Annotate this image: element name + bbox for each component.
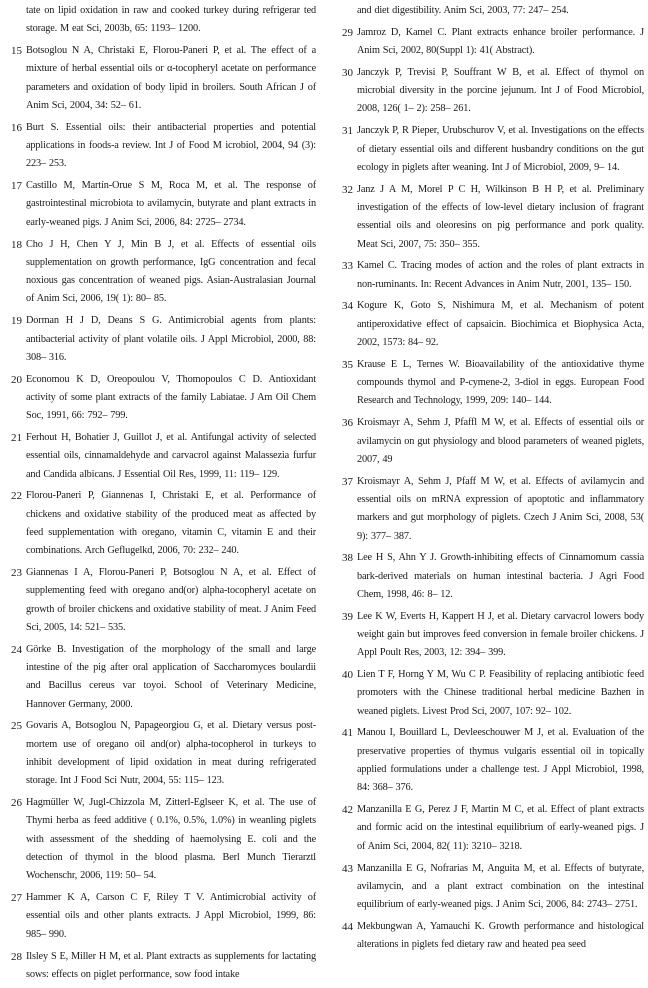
- reference-text: Lien T F, Horng Y M, Wu C P. Feasibility of replacing antibiotic feed promoters with the Chinese traditional herbal medicine Bazhen in weaned piglets. Livest Prod Sci, 2007, 107: 92– 102.: [357, 669, 644, 717]
- reference-number: 17: [11, 180, 22, 193]
- reference-entry: [4, 889, 316, 944]
- reference-continuation: tate on lipid oxidation in raw and cooked turkey during refrigerar ted storage. M eat Sci, 2003b, 65: 1193– 1200.: [26, 5, 316, 35]
- reference-text: Manzanilla E G, Nofrarias M, Anguita M, et al. Effects of butyrate, avilamycin, and a plant extract combination on the intestinal equilibrium of early-weaned pigs. J Anim Sci, 2006, 84: 2743– 2751.: [357, 862, 644, 911]
- reference-column-left: [4, 2, 316, 988]
- reference-number: 23: [11, 567, 22, 580]
- reference-number: 35: [342, 358, 353, 371]
- reference-entry: [335, 257, 644, 294]
- reference-text: Janz J A M, Morel P C H, Wilkinson B H P, et al. Preliminary investigation of the effects of low-level dietary inclusion of fragrant essential oils and oleoresins on pig performance and pork quality. Meat Sci, 2007, 75: 350– 355.: [357, 183, 644, 250]
- reference-number: 31: [342, 125, 353, 138]
- reference-column-right: [335, 2, 644, 958]
- reference-text: Lee H S, Ahn Y J. Growth-inhibiting effects of Cinnamomum cassia bark-derived materials on human intestinal bacteria. J Agri Food Chem, 1998, 46: 8– 12.: [357, 552, 644, 600]
- reference-entry: [4, 177, 316, 232]
- reference-number: 25: [11, 720, 22, 733]
- reference-entry: [335, 473, 644, 546]
- reference-number: 33: [342, 260, 353, 273]
- reference-entry: [335, 801, 644, 856]
- reference-number: 38: [342, 552, 353, 565]
- reference-text: Görke B. Investigation of the morphology of the small and large intestine of the pig after oral application of Saccharomyces boulardii and Bacillus cereus var toyoi. School of Veterinary Medicine, Hannover Germany, 2000.: [26, 643, 316, 710]
- reference-text: Manzanilla E G, Perez J F, Martin M C, et al. Effect of plant extracts and formic acid on the intestinal equilibrium of early-weaned pigs. J of Anim Sci, 2004, 82( 11): 3210– 3218.: [357, 804, 644, 852]
- reference-entry: [4, 429, 316, 484]
- reference-number: 20: [11, 373, 22, 386]
- reference-entry: [335, 860, 644, 915]
- reference-text: Dorman H J D, Deans S G. Antimicrobial agents from plants: antibacterial activity of plant volatile oils. J Appl Microbiol, 2000, 88: 308– 316.: [26, 315, 316, 363]
- reference-text: Kroismayr A, Sehm J, Pfaff M W, et al. Effects of avilamycin and essential oils on mRNA expression of apoptotic and inflammatory markers and gut morphology of piglets. Czech J Anim Sci, 2008, 53( 9): 377– 387.: [357, 475, 644, 542]
- reference-entry: [4, 794, 316, 885]
- reference-entry: [335, 64, 644, 119]
- reference-entry: [335, 122, 644, 177]
- reference-number: 19: [11, 315, 22, 328]
- reference-number: 42: [342, 804, 353, 817]
- reference-number: 26: [11, 797, 22, 810]
- reference-number: 32: [342, 183, 353, 196]
- reference-entry: [335, 549, 644, 604]
- reference-entry: [4, 487, 316, 560]
- reference-number: 21: [11, 432, 22, 445]
- reference-entry: [4, 641, 316, 714]
- reference-text: Castillo M, Martín-Orue S M, Roca M, et al. The response of gastrointestinal microbiota to avilamycin, butyrate and plant extracts in early-weaned pigs. J Anim Sci, 2006, 84: 2725– 2734.: [26, 180, 316, 228]
- reference-number: 22: [11, 490, 22, 503]
- reference-entry: [335, 666, 644, 721]
- reference-text: Economou K D, Oreopoulou V, Thomopoulos C D. Antioxidant activity of some plant extracts of the family Labiatae. J Am Oil Chem Soc, 1991, 66: 792– 799.: [26, 373, 316, 422]
- reference-number: 37: [342, 475, 353, 488]
- reference-number: 36: [342, 417, 353, 430]
- reference-entry: [4, 371, 316, 426]
- reference-entry: [335, 24, 644, 61]
- reference-text: Manou I, Bouillard L, Devleeschouwer M J, et al. Evaluation of the preservative properties of thymus vulgaris essential oil in topically applied formulations under a challenge test. J Appl Microbiol, 1998, 84: 368– 376.: [357, 727, 644, 794]
- reference-number: 30: [342, 66, 353, 79]
- reference-text: Janczyk P, R Pieper, Urubschurov V, et al. Investigations on the effects of dietary essential oils and different husbandry conditions on the gut ecology in piglets after weaning. Int J of Microbiol, 2009, 9– 14.: [357, 125, 644, 173]
- reference-entry: [4, 119, 316, 174]
- reference-entry: [335, 181, 644, 254]
- reference-entry: [335, 297, 644, 352]
- reference-text: Burt S. Essential oils: their antibacterial properties and potential applications in foods-a review. Int J of Food M icrobiol, 2004, 94 (3): 223– 253.: [26, 121, 316, 170]
- reference-number: 28: [11, 950, 22, 963]
- reference-text: Lee K W, Everts H, Kappert H J, et al. Dietary carvacrol lowers body weight gain but improves feed conversion in female broiler chickens. J Appl Poult Res, 2003, 12: 394– 399.: [357, 610, 644, 659]
- reference-number: 27: [11, 892, 22, 905]
- reference-number: 16: [11, 121, 22, 134]
- reference-text: Krause E L, Ternes W. Bioavailability of the antioxidative thyme compounds thymol and P-cymene-2, 3-diol in eggs. European Food Research and Technology, 1999, 209: 140– 144.: [357, 358, 644, 407]
- reference-number: 29: [342, 26, 353, 39]
- reference-text: Ilsley S E, Miller H M, et al. Plant extracts as supplements for lactating sows: effects on piglet performance, sow food intake: [26, 950, 316, 980]
- reference-number: 44: [342, 920, 353, 933]
- reference-text: Cho J H, Chen Y J, Min B J, et al. Effects of essential oils supplementation on growth performance, IgG concentration and fecal noxious gas concentration of weaned pigs. Asian-Australasian Journal of Anim Sci, 2006, 19( 1): 80– 85.: [26, 238, 316, 305]
- reference-number: 18: [11, 238, 22, 251]
- reference-number: 39: [342, 610, 353, 623]
- reference-text: Janczyk P, Trevisi P, Souffrant W B, et al. Effect of thymol on microbial diversity in the porcine jejunum. Int J of Food Microbiol, 2008, 126( 1– 2): 258– 261.: [357, 66, 644, 115]
- reference-entry: [4, 42, 316, 115]
- reference-entry: [335, 414, 644, 469]
- reference-entry: [4, 717, 316, 790]
- reference-text: Mekbungwan A, Yamauchi K. Growth performance and histological alterations in piglets fed dietary raw and heated pea seed: [357, 920, 644, 951]
- reference-text: Botsoglou N A, Christaki E, Florou-Paneri P, et al. The effect of a mixture of herbal essential oils or α-tocopheryl acetate on performance parameters and oxidation of body lipid in broilers. South African J of Anim Sci, 2004, 34: 52– 61.: [26, 45, 316, 111]
- reference-text: Kroismayr A, Sehm J, Pfaffl M W, et al. Effects of essential oils or avilamycin on gut physiology and blood parameters of weaned piglets, 2007, 49: [357, 417, 644, 465]
- reference-continuation: and diet digestibility. Anim Sci, 2003, 77: 247– 254.: [357, 5, 569, 16]
- reference-number: 24: [11, 643, 22, 656]
- reference-entry: [335, 724, 644, 797]
- reference-entry: [4, 564, 316, 637]
- reference-number: 43: [342, 862, 353, 875]
- reference-text: Hagmüller W, Jugl-Chizzola M, Zitterl-Eglseer K, et al. The use of Thymi herba as feed additive ( 0.1%, 0.5%, 1.0%) in weanling piglets with assessment of the shedding of haemolysing E. coli and the detection of thymol in the blood plasma. Berl Munch Tierarztl Wochenschr, 2006, 119: 50– 54.: [26, 797, 316, 882]
- reference-text: Kogure K, Goto S, Nishimura M, et al. Mechanism of potent antiperoxidative effect of capsaicin. Biochimica et Biophysica Acta, 2002, 1573: 84– 92.: [357, 300, 644, 349]
- reference-text: Ferhout H, Bohatier J, Guillot J, et al. Antifungal activity of selected essential oils, cinnamaldehyde and carvacrol against Malassezia furfur and Candida albicans. J Essential Oil Res, 1999, 11: 119– 129.: [26, 432, 316, 480]
- reference-entry: [335, 608, 644, 663]
- reference-number: 41: [342, 727, 353, 740]
- reference-number: 34: [342, 300, 353, 313]
- reference-number: 40: [342, 669, 353, 682]
- reference-text: Giannenas I A, Florou-Paneri P, Botsoglou N A, et al. Effect of supplementing feed with oregano and(or) alpha-tocopheryl acetate on growth of broiler chickens and oxidative stability of meat. J Anim Feed Sci, 2005, 14: 521– 535.: [26, 567, 316, 633]
- reference-number: 15: [11, 45, 22, 58]
- reference-entry: [335, 918, 644, 955]
- reference-entry: [335, 356, 644, 411]
- reference-text: Jamroz D, Kamel C. Plant extracts enhance broiler performance. J Anim Sci, 2002, 80(Suppl 1): 41( Abstract).: [357, 26, 644, 57]
- reference-text: Kamel C. Tracing modes of action and the roles of plant extracts in non-ruminants. In: Recent Advances in Anim Nutr, 2001, 135– 150.: [357, 260, 644, 290]
- reference-entry: [4, 948, 316, 985]
- reference-entry: [4, 312, 316, 367]
- reference-text: Hammer K A, Carson C F, Riley T V. Antimicrobial activity of essential oils and other plants extracts. J Appl Microbiol, 1999, 86: 985– 990.: [26, 892, 316, 940]
- reference-text: Florou-Paneri P, Giannenas I, Christaki E, et al. Performance of chickens and oxidative stability of the produced meat as affected by feed supplementation with oregano, vitamin C, vitamin E and their combinations. Arch Geflugelkd, 2006, 70: 232– 240.: [26, 490, 316, 557]
- reference-text: Govaris A, Botsoglou N, Papageorgiou G, et al. Dietary versus post-mortem use of oregano oil and(or) alpha-tocopherol in turkeys to inhibit development of lipid oxidation in meat during refrigerated storage. Int J Food Sci Nutr, 2004, 55: 115– 123.: [26, 720, 316, 787]
- reference-entry: [4, 236, 316, 309]
